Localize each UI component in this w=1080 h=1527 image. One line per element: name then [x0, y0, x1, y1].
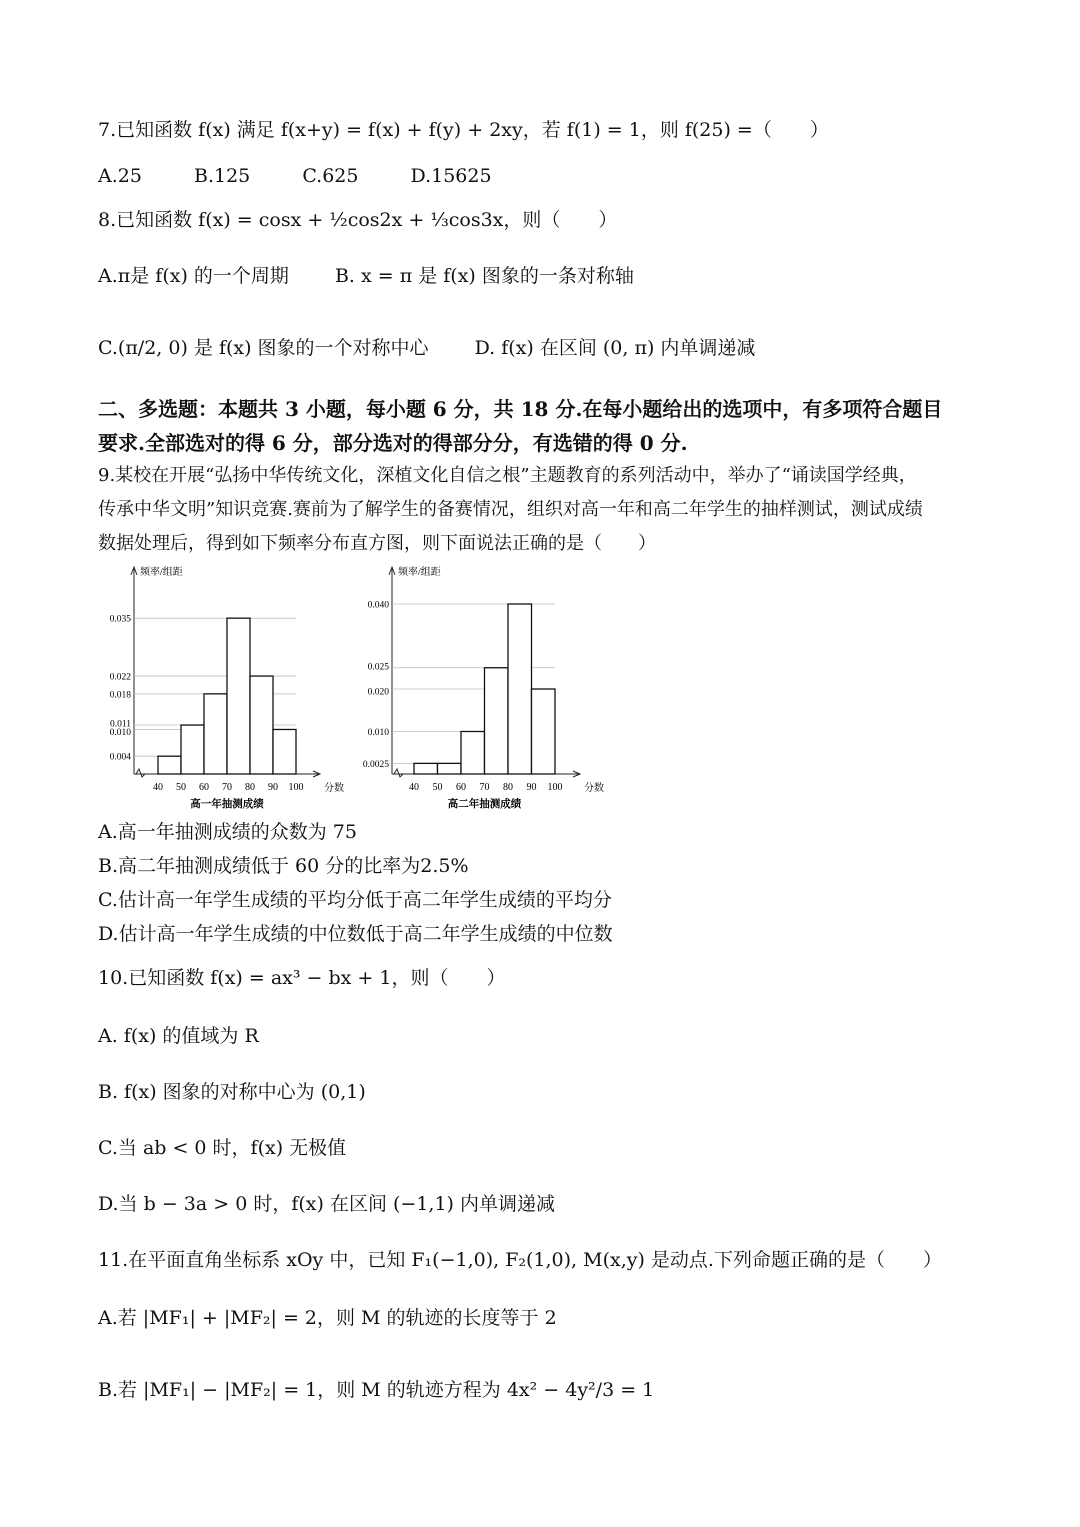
histogram-bar — [250, 676, 273, 774]
x-tick-label: 100 — [288, 782, 304, 793]
y-tick-label: 0.020 — [367, 687, 389, 698]
q7-option-d[interactable]: D.15625 — [410, 165, 492, 187]
q9-option-a[interactable]: A.高一年抽测成绩的众数为 75 — [98, 821, 357, 843]
chart-title: 高二年抽测成绩 — [447, 799, 522, 810]
x-tick-label: 50 — [432, 782, 443, 793]
x-tick-label: 70 — [222, 782, 232, 793]
q9-stem-line2: 传承中华文明”知识竞赛.赛前为了解学生的备赛情况，组织对高一年和高二年学生的抽样测试，测试成绩 — [98, 499, 923, 520]
histogram-bar — [461, 732, 485, 775]
y-axis-label: 频率/组距 — [140, 567, 183, 578]
q10-option-c[interactable]: C.当 ab < 0 时，f(x) 无极值 — [98, 1137, 347, 1159]
y-axis-label: 频率/组距 — [398, 567, 441, 578]
q8-option-c[interactable]: C.(π/2, 0) 是 f(x) 图象的一个对称中心 — [98, 337, 429, 359]
section-heading-line2: 要求.全部选对的得 6 分，部分选对的得部分分，有选错的得 0 分. — [98, 431, 688, 455]
q10-option-b[interactable]: B. f(x) 图象的对称中心为 (0,1) — [98, 1081, 366, 1103]
x-tick-label: 40 — [409, 782, 419, 793]
histogram-bar — [485, 668, 509, 774]
q11-option-a[interactable]: A.若 |MF₁| + |MF₂| = 2，则 M 的轨迹的长度等于 2 — [98, 1307, 557, 1329]
histogram-bar — [532, 689, 556, 774]
chart-title: 高一年抽测成绩 — [190, 799, 264, 810]
histogram-bar — [227, 618, 250, 774]
histogram-grade10 — [100, 562, 360, 814]
q10-stem: 10.已知函数 f(x) = ax³ − bx + 1，则（ ） — [98, 967, 506, 989]
q10-option-d[interactable]: D.当 b − 3a > 0 时，f(x) 在区间 (−1,1) 内单调递减 — [98, 1193, 555, 1215]
y-tick-label: 0.035 — [109, 614, 131, 625]
x-tick-label: 80 — [245, 782, 255, 793]
y-tick-label: 0.010 — [109, 727, 131, 738]
y-tick-label: 0.004 — [109, 752, 131, 763]
y-tick-label: 0.025 — [367, 662, 389, 673]
x-tick-label: 90 — [268, 782, 278, 793]
histogram-bar — [181, 725, 204, 774]
section-heading-line1: 二、多选题：本题共 3 小题，每小题 6 分，共 18 分.在每小题给出的选项中，有多项符合题目 — [98, 397, 943, 421]
q9-stem-line1: 9.某校在开展“弘扬中华传统文化，深植文化自信之根”主题教育的系列活动中，举办了“诵读国学经典， — [98, 465, 917, 486]
q7-options — [98, 162, 538, 190]
x-axis-label: 分数 — [584, 783, 604, 794]
histogram-bar — [158, 756, 181, 774]
histogram-bar — [508, 604, 532, 774]
histogram-grade11 — [352, 562, 622, 814]
q8-stem: 8.已知函数 f(x) = cosx + ½cos2x + ⅓cos3x，则（ ） — [98, 209, 618, 231]
histogram-bar — [273, 729, 296, 774]
q9-option-d[interactable]: D.估计高一年学生成绩的中位数低于高二年学生成绩的中位数 — [98, 923, 613, 945]
x-tick-label: 50 — [176, 782, 186, 793]
q9-option-b[interactable]: B.高二年抽测成绩低于 60 分的比率为2.5% — [98, 855, 469, 877]
y-tick-label: 0.0025 — [362, 759, 389, 770]
x-tick-label: 60 — [199, 782, 209, 793]
q10-option-a[interactable]: A. f(x) 的值域为 R — [98, 1025, 259, 1047]
q11-stem: 11.在平面直角坐标系 xOy 中，已知 F₁(−1,0), F₂(1,0), M(x,y) 是动点.下列命题正确的是（ ） — [98, 1249, 942, 1271]
histogram-bar — [438, 763, 462, 774]
q9-option-c[interactable]: C.估计高一年学生成绩的平均分低于高二年学生成绩的平均分 — [98, 889, 612, 911]
x-tick-label: 80 — [503, 782, 513, 793]
x-tick-label: 100 — [547, 782, 563, 793]
axis-break-mark — [394, 769, 403, 777]
q8-options-cd — [98, 334, 755, 362]
x-tick-label: 60 — [456, 782, 466, 793]
histogram-bar — [204, 694, 227, 774]
y-tick-label: 0.011 — [109, 719, 131, 730]
x-axis-label: 分数 — [324, 783, 344, 794]
q8-options-ab — [98, 262, 634, 290]
axis-break-mark — [136, 769, 145, 777]
q9-stem-line3: 数据处理后，得到如下频率分布直方图，则下面说法正确的是（ ） — [98, 533, 656, 554]
q7-option-b[interactable]: B.125 — [193, 165, 251, 187]
q7-stem: 7.已知函数 f(x) 满足 f(x+y) = f(x) + f(y) + 2xy，若 f(1) = 1，则 f(25) =（ ） — [98, 119, 829, 141]
y-tick-label: 0.040 — [367, 600, 389, 611]
q8-option-b[interactable]: B. x = π 是 f(x) 图象的一条对称轴 — [334, 265, 634, 287]
x-tick-label: 70 — [479, 782, 490, 793]
y-tick-label: 0.018 — [109, 690, 131, 701]
x-tick-label: 90 — [526, 782, 537, 793]
q7-option-a[interactable]: A.25 — [98, 165, 142, 187]
q8-option-d[interactable]: D. f(x) 在区间 (0, π) 内单调递减 — [474, 337, 756, 359]
histogram-bar — [414, 763, 438, 774]
q7-option-c[interactable]: C.625 — [302, 165, 359, 187]
x-tick-label: 40 — [153, 782, 163, 793]
q11-option-b[interactable]: B.若 |MF₁| − |MF₂| = 1，则 M 的轨迹方程为 4x² − 4y²/3 = 1 — [98, 1379, 655, 1401]
q8-option-a[interactable]: A.π是 f(x) 的一个周期 — [98, 265, 289, 287]
y-tick-label: 0.010 — [367, 728, 389, 738]
y-tick-label: 0.022 — [109, 672, 131, 683]
